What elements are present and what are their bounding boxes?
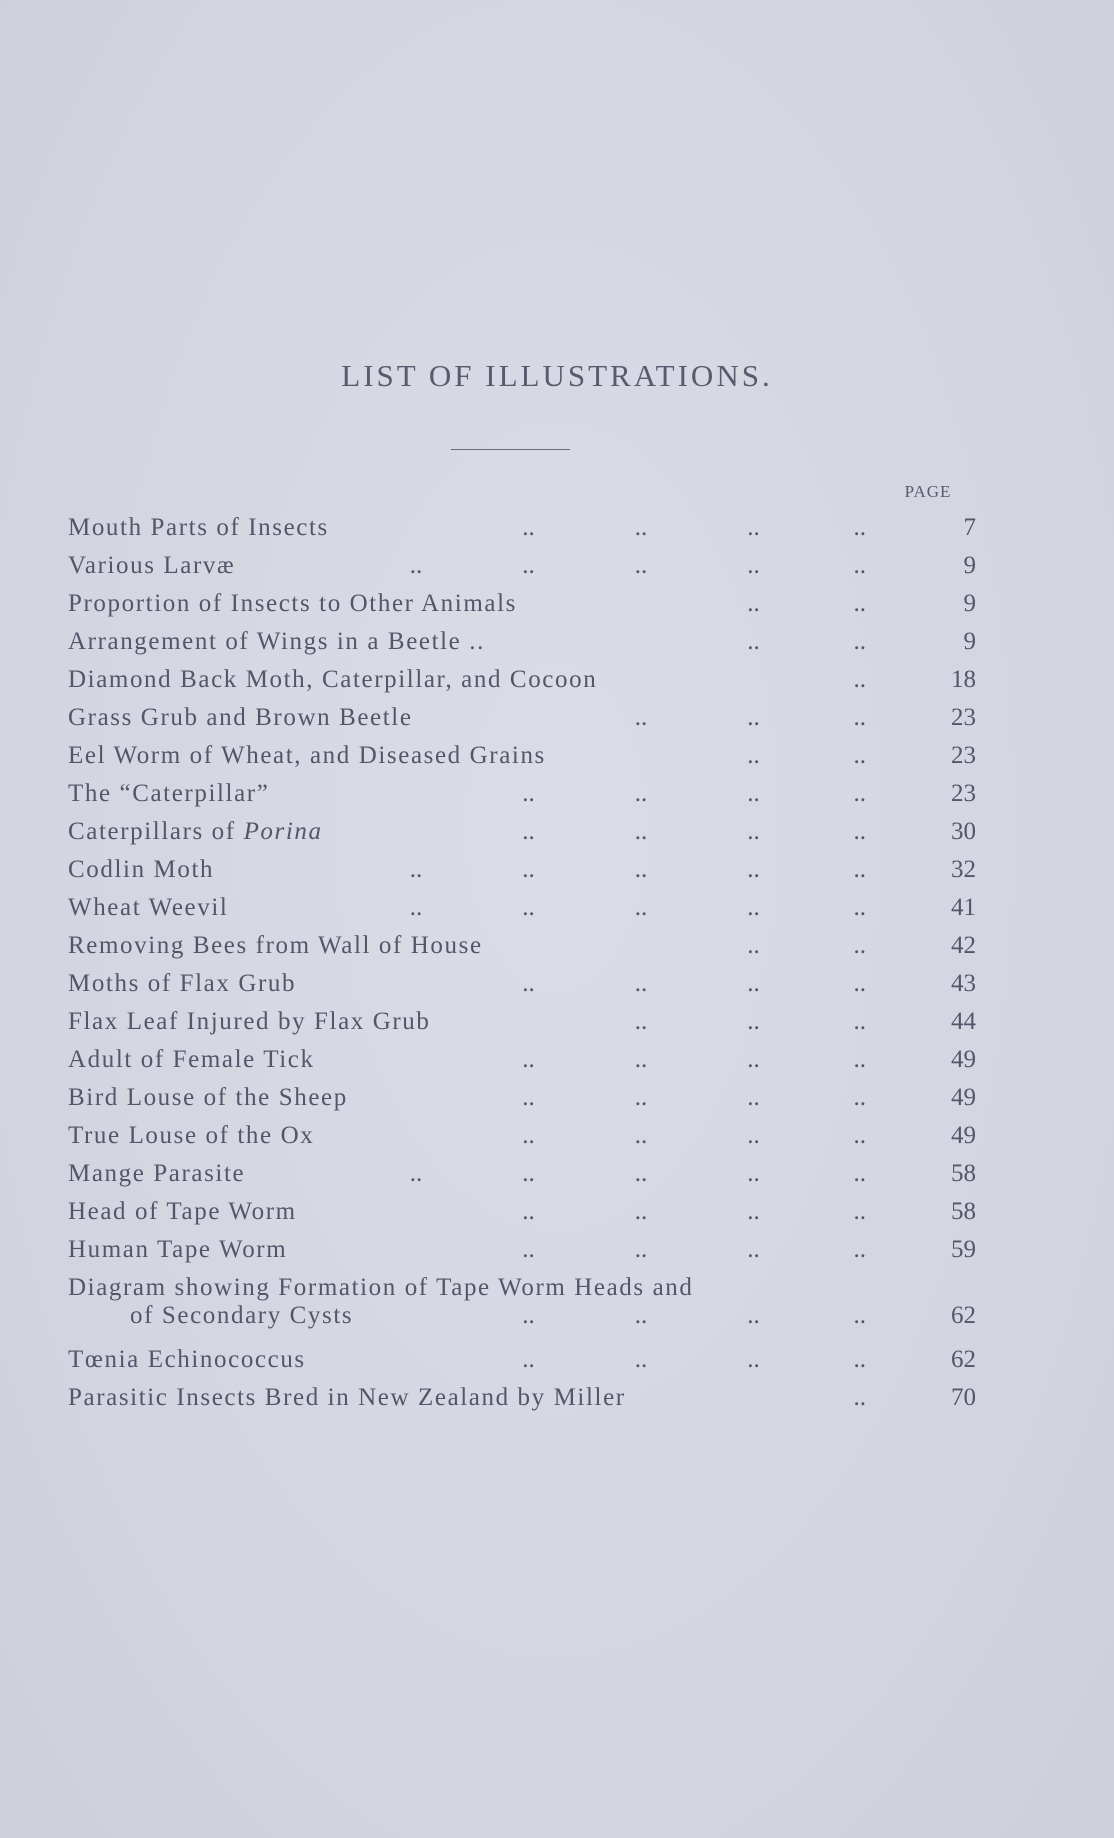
- entry-title: Human Tape Worm: [68, 1236, 288, 1263]
- entry-page-number: 32: [951, 856, 976, 883]
- entry-page-number: 9: [963, 590, 976, 617]
- illustration-entry: [68, 510, 976, 546]
- leader-dots: .. .. .. ..: [522, 1236, 916, 1263]
- entry-title: Arrangement of Wings in a Beetle ..: [68, 628, 485, 655]
- entry-title: Tœnia Echinococcus: [68, 1346, 306, 1373]
- leader-dots: .. ..: [747, 590, 916, 617]
- leader-dots: .. .. .. .. ..: [409, 1160, 916, 1187]
- entry-title: Mouth Parts of Insects: [68, 514, 329, 541]
- illustration-entry: [68, 1004, 976, 1040]
- illustration-entry: [68, 1118, 976, 1154]
- entry-page-number: 44: [951, 1008, 976, 1035]
- entry-title: Diamond Back Moth, Caterpillar, and Cocoon: [68, 666, 598, 693]
- illustration-entry: [68, 1380, 976, 1416]
- entry-title: Various Larvæ: [68, 552, 236, 579]
- leader-dots: .. .. .. ..: [522, 818, 916, 845]
- entry-page-number: 49: [951, 1084, 976, 1111]
- entry-title: Parasitic Insects Bred in New Zealand by Miller: [68, 1384, 626, 1411]
- illustration-entry: [68, 548, 976, 584]
- leader-dots: .. .. .. .. ..: [409, 894, 916, 921]
- title-rule: [451, 449, 570, 450]
- entry-title: Mange Parasite: [68, 1160, 246, 1187]
- entry-title: Adult of Female Tick: [68, 1046, 315, 1073]
- entry-title: The “Caterpillar”: [68, 780, 270, 807]
- leader-dots: .. .. .. ..: [522, 1346, 916, 1373]
- entry-page-number: 59: [951, 1236, 976, 1263]
- entry-page-number: 23: [951, 704, 976, 731]
- entry-page-number: 23: [951, 780, 976, 807]
- leader-dots: .. .. .. ..: [522, 1046, 916, 1073]
- entry-title-continuation: of Secondary Cysts: [130, 1302, 354, 1329]
- entry-title-prefix: Caterpillars of: [68, 818, 244, 845]
- entry-title: Eel Worm of Wheat, and Diseased Grains: [68, 742, 546, 769]
- entry-title-italic: Porina: [243, 818, 323, 845]
- illustration-entry: [68, 928, 976, 964]
- page-title: LIST OF ILLUSTRATIONS.: [341, 358, 773, 393]
- illustration-entry: [68, 890, 976, 926]
- leader-dots: .. ..: [747, 628, 916, 655]
- entry-page-number: 43: [951, 970, 976, 997]
- page-column-header: PAGE: [904, 482, 952, 501]
- entry-page-number: 49: [951, 1046, 976, 1073]
- entry-page-number: 70: [951, 1384, 976, 1411]
- leader-dots: .. ..: [747, 932, 916, 959]
- illustration-entry: [68, 1342, 976, 1378]
- entry-page-number: 23: [951, 742, 976, 769]
- entry-title: Codlin Moth: [68, 856, 215, 883]
- leader-dots: .. .. .. ..: [522, 514, 916, 541]
- entry-page-number: 18: [951, 666, 976, 693]
- entry-title: Wheat Weevil: [68, 894, 229, 921]
- entry-title: Moths of Flax Grub: [68, 970, 297, 997]
- illustration-entry: [68, 586, 976, 622]
- illustration-entry: [68, 624, 976, 660]
- entry-title: [68, 814, 323, 850]
- leader-dots: ..: [853, 666, 916, 693]
- illustration-entry: [68, 662, 976, 698]
- entry-page-number: 42: [951, 932, 976, 959]
- leader-dots: .. .. .. ..: [522, 970, 916, 997]
- illustration-entry: [68, 966, 976, 1002]
- entry-page-number: 9: [963, 628, 976, 655]
- leader-dots: .. .. .. ..: [522, 1198, 916, 1225]
- entry-title: True Louse of the Ox: [68, 1122, 315, 1149]
- entry-title: Flax Leaf Injured by Flax Grub: [68, 1008, 431, 1035]
- leader-dots: .. .. .. ..: [522, 1084, 916, 1111]
- leader-dots: .. .. .. ..: [522, 1302, 916, 1329]
- entry-title: Grass Grub and Brown Beetle: [68, 704, 413, 731]
- entry-page-number: 58: [951, 1160, 976, 1187]
- entry-page-number: 30: [951, 818, 976, 845]
- leader-dots: .. .. .. .. ..: [409, 552, 916, 579]
- leader-dots: .. .. .. ..: [522, 1122, 916, 1149]
- entry-page-number: 58: [951, 1198, 976, 1225]
- leader-dots: .. ..: [747, 742, 916, 769]
- entry-page-number: 7: [963, 514, 976, 541]
- leader-dots: ..: [853, 1384, 916, 1411]
- entry-title: Bird Louse of the Sheep: [68, 1084, 348, 1111]
- illustration-entry: [68, 700, 976, 736]
- entry-title: Proportion of Insects to Other Animals: [68, 590, 517, 617]
- illustration-entry: [68, 776, 976, 812]
- illustration-entry: [68, 738, 976, 774]
- entry-page-number: 62: [951, 1346, 976, 1373]
- entry-page-number: 41: [951, 894, 976, 921]
- entry-title: Removing Bees from Wall of House: [68, 932, 483, 959]
- leader-dots: .. .. ..: [634, 1008, 916, 1035]
- entry-title: Head of Tape Worm: [68, 1198, 297, 1225]
- illustration-entry: [68, 1080, 976, 1116]
- entry-title: Diagram showing Formation of Tape Worm Heads and: [68, 1274, 694, 1301]
- leader-dots: .. .. ..: [634, 704, 916, 731]
- entry-page-number: 49: [951, 1122, 976, 1149]
- entry-page-number: 9: [963, 552, 976, 579]
- entry-page-number: 62: [951, 1302, 976, 1329]
- illustration-entry: [68, 1232, 976, 1268]
- illustration-entry: [68, 1042, 976, 1078]
- illustration-entry: [68, 1270, 976, 1334]
- illustration-entry: [68, 852, 976, 888]
- illustration-entry: [68, 1194, 976, 1230]
- illustration-entry: [68, 814, 976, 850]
- illustration-entry: [68, 1156, 976, 1192]
- leader-dots: .. .. .. ..: [522, 780, 916, 807]
- leader-dots: .. .. .. .. ..: [409, 856, 916, 883]
